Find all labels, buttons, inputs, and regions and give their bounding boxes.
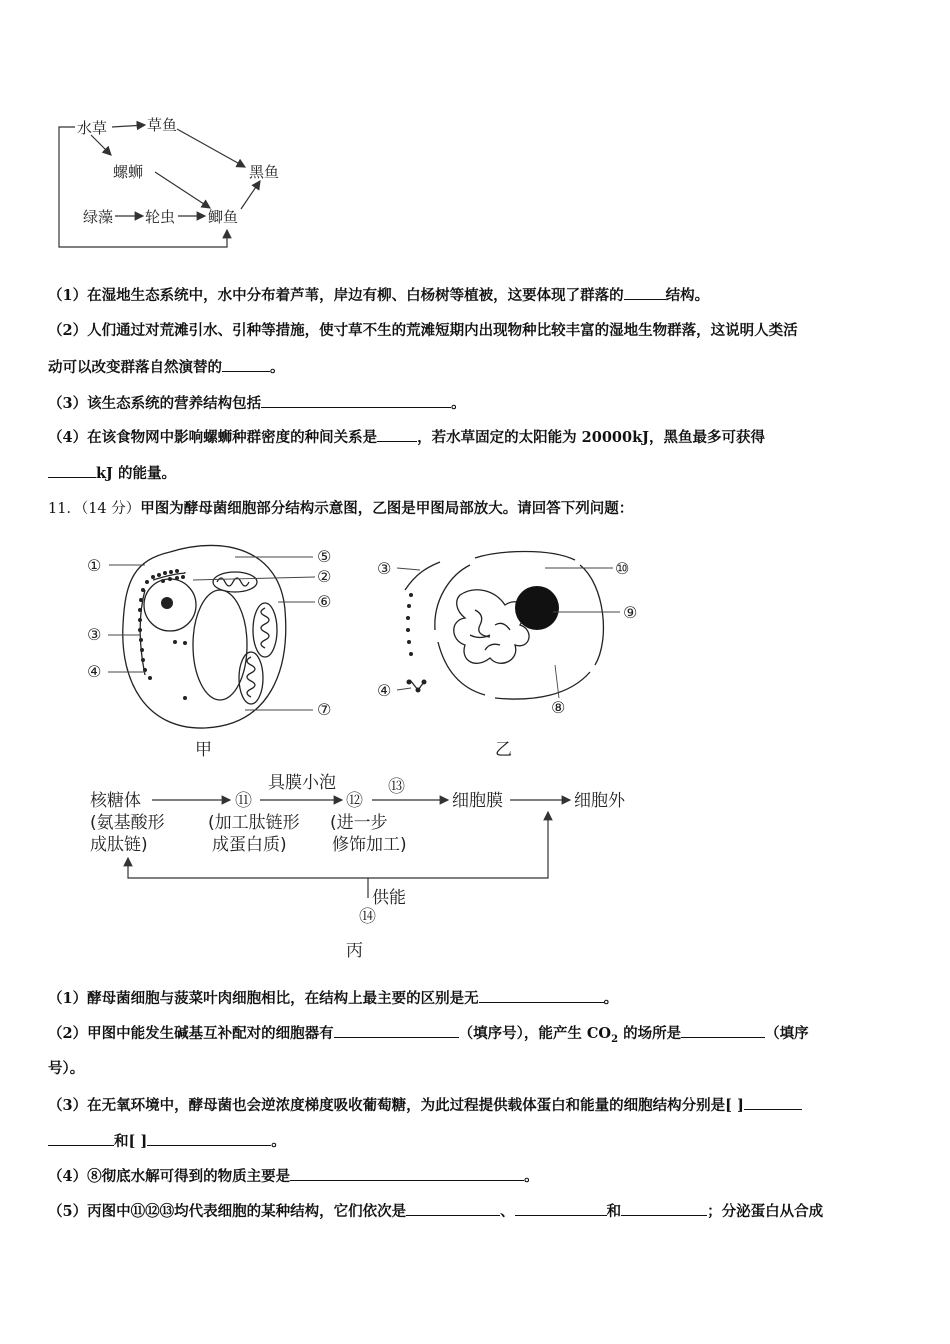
label-bing: 丙 [346,941,363,961]
label-yi: 乙 [495,740,512,760]
answer-blank[interactable] [261,393,451,408]
flow-vesicle: 具膜小泡 [268,773,336,793]
question-text: 甲图为酵母菌细胞部分结构示意图，乙图是甲图局部放大。请回答下列问题： [140,500,634,517]
flow-ribosome-note1: (氨基酸形 [90,813,165,833]
node-caoyu: 草鱼 [147,116,178,134]
question-score: （14 分） [80,501,141,517]
answer-blank[interactable] [406,1201,500,1216]
answer-blank[interactable] [334,1023,459,1038]
question-number: 11． [48,501,81,517]
food-web-diagram [55,105,305,255]
node-lunchong: 轮虫 [145,208,176,226]
q10-part2-line2: 动可以改变群落自然演替的 。 [48,359,285,376]
answer-blank[interactable] [621,1201,707,1216]
answer-blank[interactable] [377,427,417,442]
flow-n11-note2: 成蛋白质) [212,835,287,855]
flow-n11-note1: (加工肽链形 [208,813,300,833]
q11-part4: （4）⑧彻底水解可得到的物质主要是 。 [48,1168,539,1185]
node-jiyu: 鲫鱼 [208,208,239,226]
label-c8: ⑧ [551,698,566,717]
node-lvzao: 绿藻 [83,208,114,226]
flow-n14: ⑭ [359,907,376,927]
flow-energy: 供能 [372,888,406,908]
label-c4-yi: ④ [377,681,392,700]
q11-stem [48,499,633,519]
label-c2: ② [317,567,332,586]
flow-n12-note2: 修饰加工) [332,835,407,855]
label-c6: ⑥ [317,592,332,611]
answer-blank[interactable] [681,1023,765,1038]
answer-blank[interactable] [744,1095,802,1110]
q11-part1: （1）酵母菌细胞与菠菜叶肉细胞相比，在结构上最主要的区别是无 。 [48,990,619,1007]
secretion-flow-diagram [80,770,660,965]
q11-part2-line2: 号）。 [48,1060,85,1077]
node-heiyu: 黑鱼 [249,163,280,181]
label-c1: ① [87,556,102,575]
q10-part4-line2: kJ 的能量。 [48,463,176,484]
flow-ribosome-note2: 成肽链) [90,835,148,855]
q11-part5: （5）丙图中⑪⑫⑬均代表细胞的某种结构，它们依次是 、 和 ；分泌蛋白从合成 [48,1203,824,1220]
answer-blank[interactable] [624,285,666,300]
flow-n12-note1: (进一步 [330,813,388,833]
answer-blank[interactable] [48,463,96,478]
q11-part3-line1: （3）在无氧环境中，酵母菌也会逆浓度梯度吸收葡萄糖，为此过程提供载体蛋白和能量的细胞结构分别是[ ] [48,1095,802,1116]
yeast-cell-figure [75,530,675,765]
answer-blank[interactable] [48,1131,114,1146]
q11-part3-line2: 和[ ] 。 [48,1131,286,1152]
q10-part3: （3）该生态系统的营养结构包括 。 [48,395,466,412]
q11-part2-line1: （2）甲图中能发生碱基互补配对的细胞器有 （填序号），能产生 $CO_2$ 的场所是 （填序 [48,1025,809,1045]
q10-part2-line1: （2）人们通过对荒滩引水、引种等措施，使寸草不生的荒滩短期内出现物种比较丰富的湿地生物群落，这说明人类活 [48,322,798,339]
label-c3-yi: ③ [377,559,392,578]
label-c9: ⑨ [623,603,638,622]
flow-ribosome: 核糖体 [90,791,141,811]
label-c3: ③ [87,625,102,644]
answer-blank[interactable] [290,1166,524,1181]
answer-blank[interactable] [147,1131,271,1146]
flow-outside: 细胞外 [574,791,625,811]
answer-blank[interactable] [515,1201,607,1216]
node-luosi: 螺蛳 [113,163,144,181]
q10-part1: （1）在湿地生态系统中，水中分布着芦苇，岸边有柳、白杨树等植被，这要体现了群落的 结构。 [48,287,710,304]
node-shuicao: 水草 [77,119,108,137]
label-c5: ⑤ [317,547,332,566]
flow-n11: ⑪ [235,791,252,811]
label-jia: 甲 [195,740,212,760]
q10-part4-line1: （4）在该食物网中影响螺蛳种群密度的种间关系是 ，若水草固定的太阳能为 20000kJ，黑鱼最多可获得 [48,429,765,446]
label-c4: ④ [87,662,102,681]
flow-n12: ⑫ [346,791,363,811]
flow-membrane: 细胞膜 [452,791,503,811]
answer-blank[interactable] [222,357,270,372]
answer-blank[interactable] [479,988,604,1003]
label-c10: ⑩ [615,559,630,578]
flow-n13: ⑬ [388,777,405,797]
label-c7: ⑦ [317,700,332,719]
